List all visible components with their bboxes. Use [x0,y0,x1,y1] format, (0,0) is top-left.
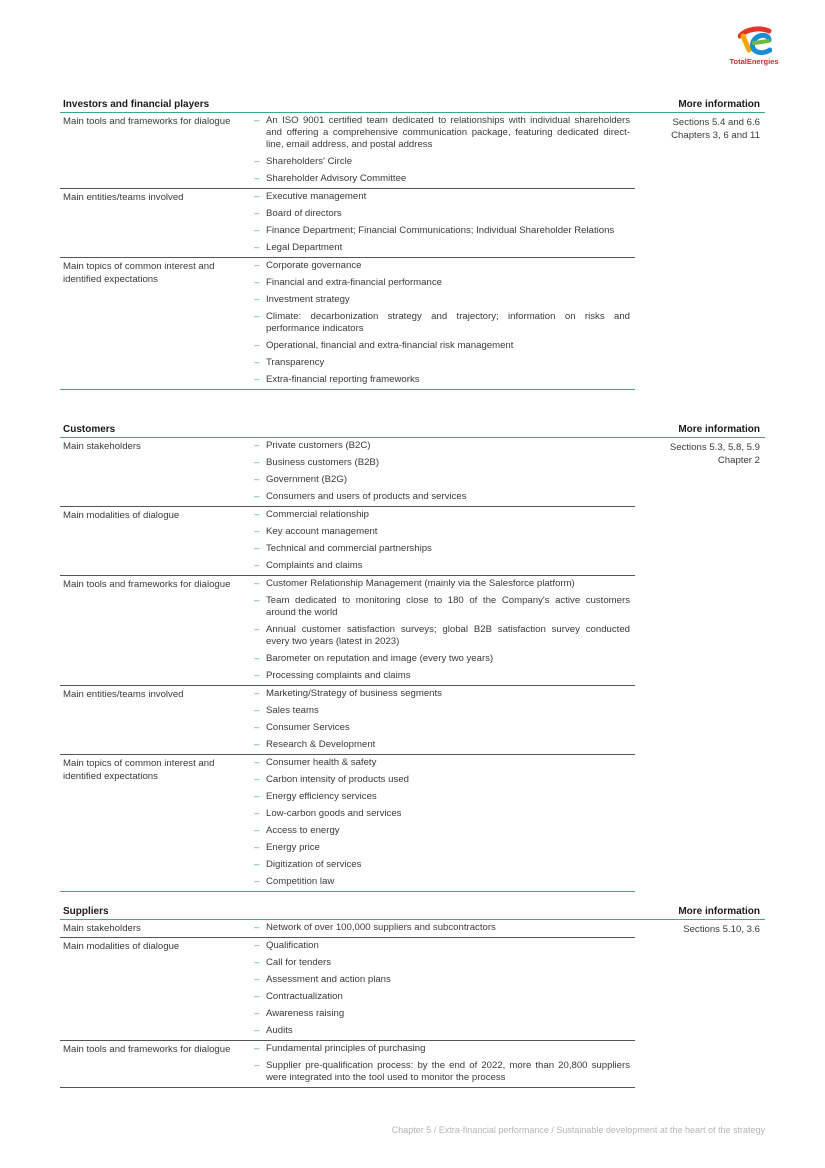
list-item: – Consumer health & safety [252,755,635,772]
section-suppliers [60,904,765,1088]
list-item: – Corporate governance [252,258,635,275]
row-items [252,938,635,1040]
table-row [60,1040,635,1087]
list-item: – Financial and extra-financial performance [252,275,635,292]
list-item: – Team dedicated to monitoring close to 180 of the Company's active customers around the world [252,593,635,622]
list-item: – Annual customer satisfaction surveys; global B2B satisfaction survey conducted every two years (latest in 2023) [252,622,635,651]
ref-line: Sections 5.4 and 6.6 [672,117,760,128]
list-item: – Executive management [252,189,635,206]
section-title: Customers [63,424,116,435]
list-item: – Climate: decarbonization strategy and trajectory; information on risks and performance indicators [252,309,635,338]
list-item: – Barometer on reputation and image (every two years) [252,651,635,668]
table-row [60,257,635,389]
list-item: – Extra-financial reporting frameworks [252,372,635,389]
table-row [60,937,635,1040]
list-item: – Key account management [252,524,635,541]
list-item: – Marketing/Strategy of business segments [252,686,635,703]
more-information-refs [630,441,760,467]
row-items [252,258,635,389]
table-row [60,506,635,575]
list-item: – Shareholder Advisory Committee [252,171,635,188]
page-footer: Chapter 5 / Extra-financial performance / Sustainable development at the heart of the strategy [391,1125,765,1135]
row-items [252,507,635,575]
section-title: Suppliers [63,906,109,917]
more-information-label: More information [678,424,760,435]
section-header [60,904,765,920]
row-label: Main topics of common interest and identified expectations [63,758,215,782]
table-row [60,754,635,891]
section-header [60,422,765,438]
list-item: – Shareholders' Circle [252,154,635,171]
row-items [252,438,635,506]
row-label: Main stakeholders [63,923,141,934]
list-item: – An ISO 9001 certified team dedicated to relationships with individual shareholders and offering a comprehensive communication package, featuring dedicated direct-line, email address, and postal address [252,113,635,154]
ref-line: Sections 5.3, 5.8, 5.9 [669,442,760,453]
list-item: – Legal Department [252,240,635,257]
more-information-refs [630,923,760,936]
section-investors [60,97,765,390]
row-items [252,686,635,754]
list-item: – Assessment and action plans [252,972,635,989]
list-item: – Operational, financial and extra-financial risk management [252,338,635,355]
section-table [60,438,635,892]
section-customers [60,422,765,892]
list-item: – Energy price [252,840,635,857]
row-label: Main modalities of dialogue [63,510,180,521]
ref-line: Chapters 3, 6 and 11 [671,130,760,141]
list-item: – Business customers (B2B) [252,455,635,472]
table-row [60,575,635,685]
table-row [60,920,635,937]
list-item: – Transparency [252,355,635,372]
list-item: – Audits [252,1023,635,1040]
row-label: Main stakeholders [63,441,141,452]
row-items [252,920,635,937]
list-item: – Investment strategy [252,292,635,309]
more-information-label: More information [678,99,760,110]
list-item: – Technical and commercial partnerships [252,541,635,558]
more-information-label: More information [678,906,760,917]
list-item: – Digitization of services [252,857,635,874]
section-table [60,920,635,1088]
table-row [60,685,635,754]
table-row [60,113,635,188]
list-item: – Qualification [252,938,635,955]
list-item: – Commercial relationship [252,507,635,524]
row-label: Main topics of common interest and identified expectations [63,261,215,285]
list-item: – Competition law [252,874,635,891]
row-label: Main entities/teams involved [63,192,184,203]
list-item: – Fundamental principles of purchasing [252,1041,635,1058]
row-label: Main tools and frameworks for dialogue [63,116,231,127]
list-item: – Consumer Services [252,720,635,737]
list-item: – Contractualization [252,989,635,1006]
list-item: – Board of directors [252,206,635,223]
row-label: Main tools and frameworks for dialogue [63,1044,231,1055]
row-items [252,113,635,188]
list-item: – Research & Development [252,737,635,754]
list-item: – Finance Department; Financial Communications; Individual Shareholder Relations [252,223,635,240]
list-item: – Energy efficiency services [252,789,635,806]
list-item: – Network of over 100,000 suppliers and subcontractors [252,920,635,937]
list-item: – Call for tenders [252,955,635,972]
row-items [252,1041,635,1087]
row-items [252,189,635,257]
section-title: Investors and financial players [63,99,210,110]
list-item: – Carbon intensity of products used [252,772,635,789]
ref-line: Sections 5.10, 3.6 [683,924,760,935]
list-item: – Government (B2G) [252,472,635,489]
list-item: – Consumers and users of products and services [252,489,635,506]
list-item: – Access to energy [252,823,635,840]
ref-line: Chapter 2 [717,455,760,466]
list-item: – Low-carbon goods and services [252,806,635,823]
brand-name: TotalEnergies [729,57,779,66]
row-items [252,755,635,891]
more-information-refs [630,116,760,142]
list-item: – Processing complaints and claims [252,668,635,685]
list-item: – Customer Relationship Management (mainly via the Salesforce platform) [252,576,635,593]
row-items [252,576,635,685]
list-item: – Supplier pre-qualification process: by the end of 2022, more than 20,800 suppliers were integrated into the tool used to monitor the process [252,1058,635,1087]
table-row [60,188,635,257]
section-header [60,97,765,113]
section-table [60,113,635,390]
row-label: Main modalities of dialogue [63,941,180,952]
table-row [60,438,635,506]
list-item: – Private customers (B2C) [252,438,635,455]
list-item: – Sales teams [252,703,635,720]
row-label: Main entities/teams involved [63,689,184,700]
list-item: – Complaints and claims [252,558,635,575]
list-item: – Awareness raising [252,1006,635,1023]
row-label: Main tools and frameworks for dialogue [63,579,231,590]
